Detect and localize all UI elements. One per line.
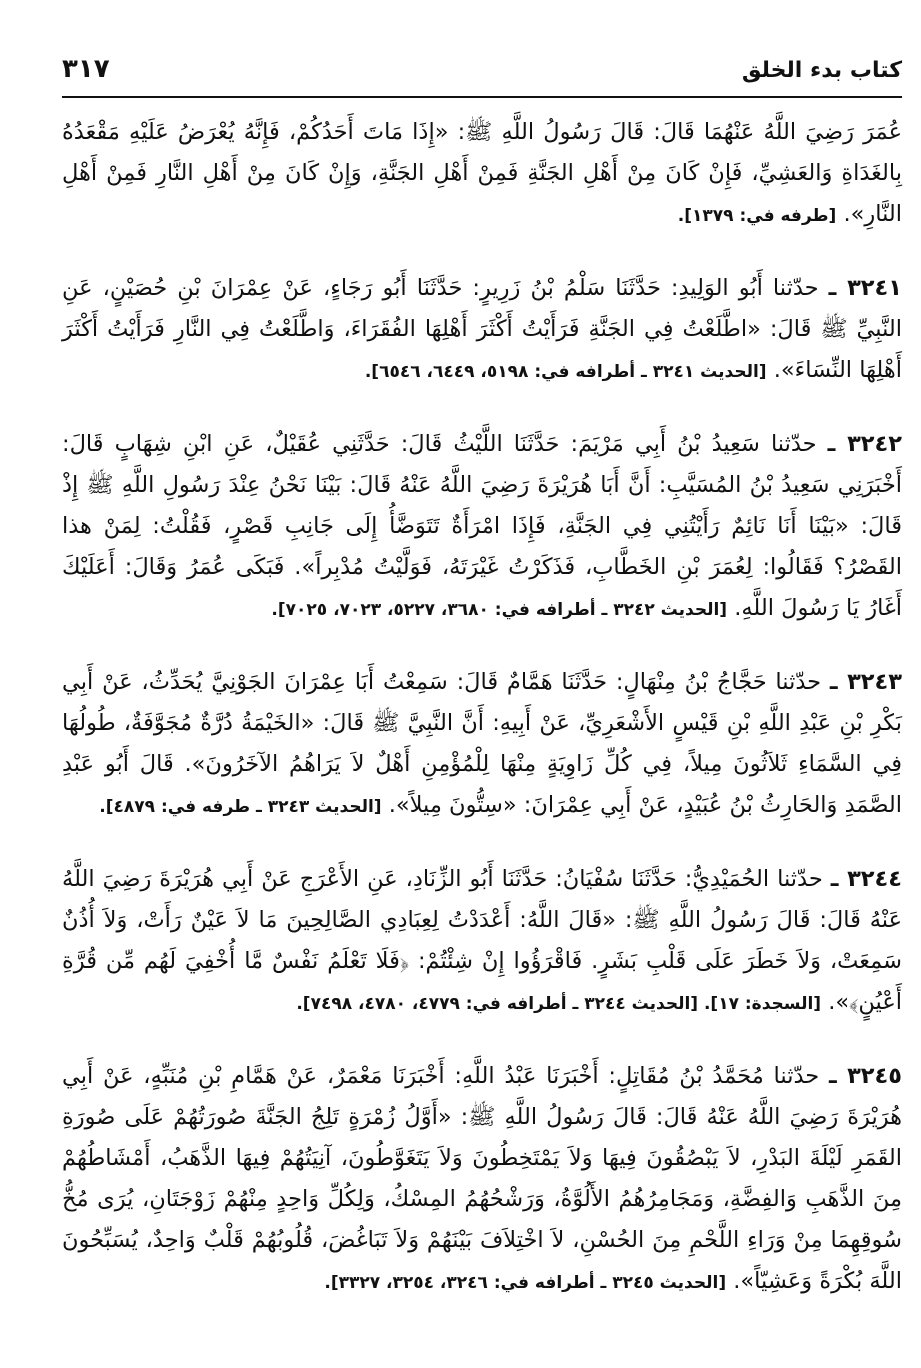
hadith-text: عُمَرَ رَضِيَ اللَّهُ عَنْهُمَا قَالَ: قَالَ رَسُولُ اللَّهِ ﷺ: «إِذَا مَاتَ أَحَدُكُمْ، فَإِنَّهُ يُعْرَضُ عَلَيْهِ مَقْعَدُهُ بِالغَدَاةِ وَالعَشِيِّ، فَإِنْ كَانَ مِنْ أَهْلِ الجَنَّةِ فَمِنْ أَهْلِ الجَنَّةِ، وَإِنْ كَانَ مِنْ أَهْلِ النَّارِ فَمِنْ أَهْلِ النَّارِ». <box>62 119 902 227</box>
hadith-number: ٣٢٤٤ ـ <box>830 866 903 892</box>
hadith-continuation <box>62 112 902 237</box>
hadith-text: حدّثنا حَجَّاجُ بْنُ مِنْهَالٍ: حَدَّثَنَا هَمَّامٌ قَالَ: سَمِعْتُ أَبَا عِمْرَانَ الجَوْنِيَّ يُحَدِّثُ، عَنْ أَبِي بَكْرِ بْنِ عَبْدِ اللَّهِ بْنِ قَيْسٍ الأَشْعَرِيِّ، عَنْ أَبِيهِ: أَنَّ النَّبِيَّ ﷺ قَالَ: «الخَيْمَةُ دُرَّةٌ مُجَوَّفَةٌ، طُولُهَا فِي السَّمَاءِ ثَلاَثُونَ مِيلاً، فِي كُلِّ زَاوِيَةٍ مِنْهَا لِلْمُؤْمِنِ أَهْلٌ لاَ يَرَاهُمُ الآخَرُونَ». قَالَ أَبُو عَبْدِ الصَّمَدِ وَالحَارِثُ بْنُ عُبَيْدٍ، عَنْ أَبِي عِمْرَانَ: «سِتُّونَ مِيلاً». <box>62 669 902 818</box>
hadith-text: حدّثنا مُحَمَّدُ بْنُ مُقَاتِلٍ: أَخْبَرَنَا عَبْدُ اللَّهِ: أَخْبَرَنَا مَعْمَرٌ، عَنْ هَمَّامِ بْنِ مُنَبِّهٍ، عَنْ أَبِي هُرَيْرَةَ رَضِيَ اللَّهُ عَنْهُ قَالَ: قَالَ رَسُولُ اللَّهِ ﷺ: «أَوَّلُ زُمْرَةٍ تَلِجُ الجَنَّةَ صُورَتُهُمْ عَلَى صُورَةِ القَمَرِ لَيْلَةَ البَدْرِ، لاَ يَبْصُقُونَ فِيهَا وَلاَ يَمْتَخِطُونَ وَلاَ يَتَغَوَّطُونَ، آنِيَتُهُمْ فِيهَا الذَّهَبُ، أَمْشَاطُهُمْ مِنَ الذَّهَبِ وَالفِضَّةِ، وَمَجَامِرُهُمُ الأَلُوَّةُ، وَرَشْحُهُمُ المِسْكُ، وَلِكُلِّ وَاحِدٍ مِنْهُمْ زَوْجَتَانِ، يُرَى مُخُّ سُوقِهِمَا مِنْ وَرَاءِ اللَّحْمِ مِنَ الحُسْنِ، لاَ اخْتِلاَفَ بَيْنَهُمْ وَلاَ تَبَاغُضَ، قُلُوبُهُمْ قَلْبٌ وَاحِدٌ، يُسَبِّحُونَ اللَّهَ بُكْرَةً وَعَشِيّاً». <box>62 1063 902 1294</box>
hadith-reference: [الحديث ٣٢٤٣ ـ طرفه في: ٤٨٧٩]. <box>99 797 382 817</box>
hadith-reference: [الحديث ٣٢٤١ ـ أطرافه في: ٥١٩٨، ٦٤٤٩، ٦٥٤٦]. <box>364 362 767 382</box>
page-number: ٣١٧ <box>62 54 110 84</box>
book-page <box>62 46 902 1336</box>
hadith-3243 <box>62 662 902 828</box>
hadith-3241 <box>62 268 902 393</box>
page-header <box>62 46 902 98</box>
hadith-number: ٣٢٤١ ـ <box>828 275 902 301</box>
hadith-text: حدّثنا أَبُو الوَلِيدِ: حَدَّثَنَا سَلْمُ بْنُ زَرِيرٍ: حَدَّثَنَا أَبُو رَجَاءٍ، عَنْ عِمْرَانَ بْنِ حُصَيْنٍ، عَنِ النَّبِيِّ ﷺ قَالَ: «اطَّلَعْتُ فِي الجَنَّةِ فَرَأَيْتُ أَكْثَرَ أَهْلِهَا الفُقَرَاءَ، وَاطَّلَعْتُ فِي النَّارِ فَرَأَيْتُ أَكْثَرَ أَهْلِهَا النِّسَاءَ». <box>62 275 902 383</box>
hadith-3242 <box>62 424 902 631</box>
hadith-3245 <box>62 1056 902 1304</box>
hadith-number: ٣٢٤٥ ـ <box>828 1063 902 1089</box>
hadith-text: حدّثنا الحُمَيْدِيُّ: حَدَّثَنَا سُفْيَانُ: حَدَّثَنَا أَبُو الزِّنَادِ، عَنِ الأَعْرَجِ عَنْ أَبِي هُرَيْرَةَ رَضِيَ اللَّهُ عَنْهُ قَالَ: قَالَ رَسُولُ اللَّهِ ﷺ: «قَالَ اللَّهُ: أَعْدَدْتُ لِعِبَادِي الصَّالِحِينَ مَا لاَ عَيْنٌ رَأَتْ، وَلاَ أُذُنٌ سَمِعَتْ، وَلاَ خَطَرَ عَلَى قَلْبِ بَشَرٍ. فَاقْرَؤُوا إِنْ شِئْتُمْ: ﴿فَلَا تَعْلَمُ نَفْسٌ مَّا أُخْفِيَ لَهُم مِّن قُرَّةِ أَعْيُنٍ﴾». <box>62 866 902 1015</box>
hadith-reference: [الحديث ٣٢٤٢ ـ أطرافه في: ٣٦٨٠، ٥٢٢٧، ٧٠٢٣، ٧٠٢٥]. <box>271 600 728 620</box>
hadith-number: ٣٢٤٣ ـ <box>829 669 902 695</box>
hadith-3244 <box>62 859 902 1025</box>
hadith-text: حدّثنا سَعِيدُ بْنُ أَبِي مَرْيَمَ: حَدَّثَنَا اللَّيْثُ قَالَ: حَدَّثَنِي عُقَيْلٌ، عَنِ ابْنِ شِهَابٍ قَالَ: أَخْبَرَنِي سَعِيدُ بْنُ المُسَيَّبِ: أَنَّ أَبَا هُرَيْرَةَ رَضِيَ اللَّهُ عَنْهُ قَالَ: بَيْنَا نَحْنُ عِنْدَ رَسُولِ اللَّهِ ﷺ إِذْ قَالَ: «بَيْنَا أَنَا نَائِمٌ رَأَيْتُنِي فِي الجَنَّةِ، فَإِذَا امْرَأَةٌ تَتَوَضَّأُ إِلَى جَانِبِ قَصْرٍ، فَقُلْتُ: لِمَنْ هذا القَصْرُ؟ فَقَالُوا: لِعُمَرَ بْنِ الخَطَّابِ، فَذَكَرْتُ غَيْرَتَهُ، فَوَلَّيْتُ مُدْبِراً». فَبَكَى عُمَرُ وَقَالَ: أَعَلَيْكَ أَغَارُ يَا رَسُولَ اللَّهِ. <box>62 431 902 621</box>
hadith-reference: [طرفه في: ١٣٧٩]. <box>677 206 837 226</box>
hadith-reference: [السجدة: ١٧]. [الحديث ٣٢٤٤ ـ أطرافه في: ٤٧٧٩، ٤٧٨٠، ٧٤٩٨]. <box>296 994 822 1014</box>
hadith-reference: [الحديث ٣٢٤٥ ـ أطرافه في: ٣٢٤٦، ٣٢٥٤، ٣٣٢٧]. <box>324 1273 727 1293</box>
hadith-number: ٣٢٤٢ ـ <box>827 431 903 457</box>
running-title: كتاب بدء الخلق <box>741 58 902 83</box>
